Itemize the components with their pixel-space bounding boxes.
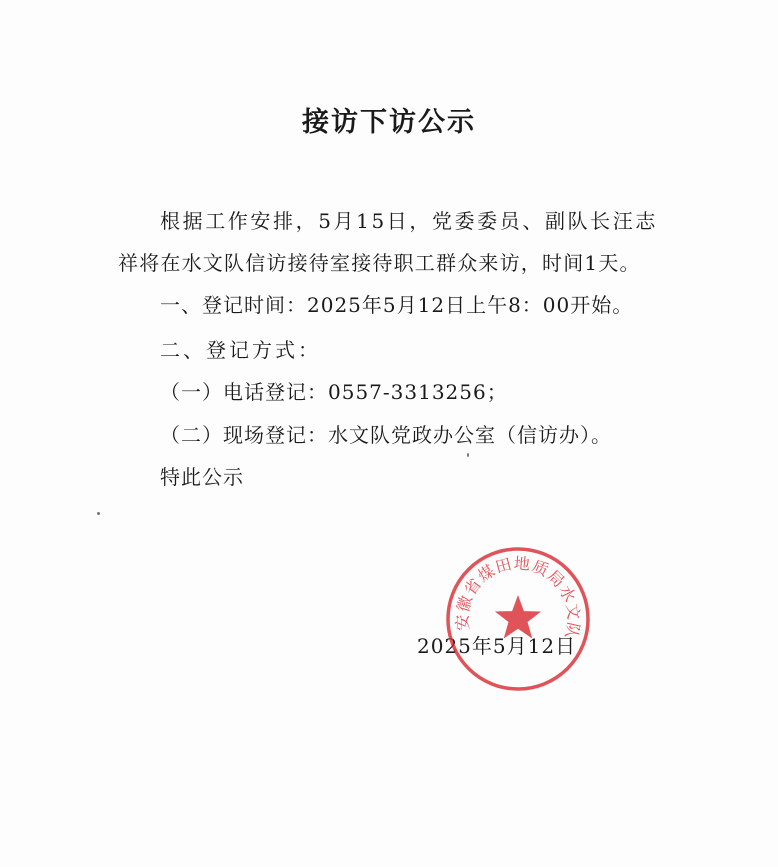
document-date: 2025年5月12日 xyxy=(417,634,577,658)
seal-star-icon xyxy=(495,595,541,639)
official-seal-stamp xyxy=(444,545,592,693)
body-paragraph-line: 祥将在水文队信访接待室接待职工群众来访，时间1天。 xyxy=(118,251,641,275)
scan-speck xyxy=(97,512,100,515)
document-title: 接访下访公示 xyxy=(302,107,476,138)
scan-speck xyxy=(467,453,469,457)
body-paragraph-line: 根据工作安排，5月15日，党委委员、副队长汪志 xyxy=(160,209,658,233)
seal-text: 安徽省煤田地质局水文队 xyxy=(452,553,584,642)
phone-registration-line: （一）电话登记：0557-3313256； xyxy=(160,380,508,404)
onsite-registration-line: （二）现场登记：水文队党政办公室（信访办）。 xyxy=(160,423,612,447)
closing-remark: 特此公示 xyxy=(160,465,244,489)
registration-time-line: 一、登记时间：2025年5月12日上午8：00开始。 xyxy=(160,293,634,317)
registration-method-heading: 二、登记方式： xyxy=(160,338,321,362)
